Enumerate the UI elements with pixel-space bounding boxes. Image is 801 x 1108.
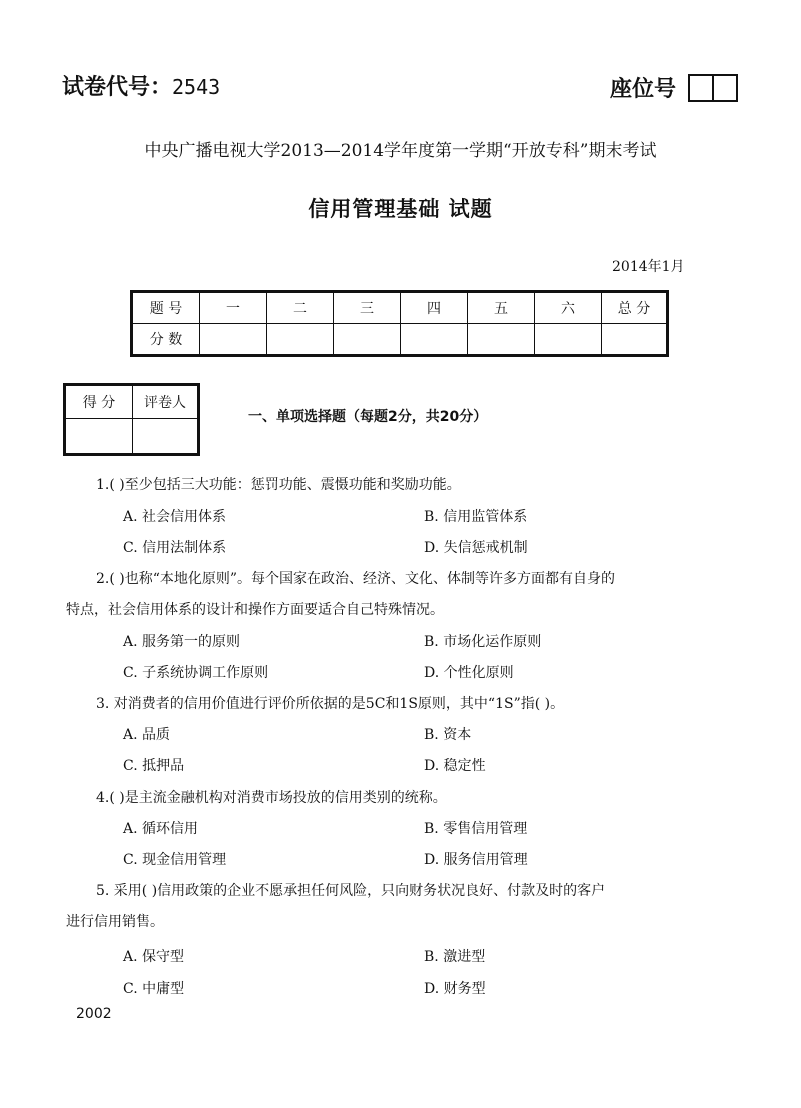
- grader-table-header-row: [65, 385, 199, 419]
- question-option: D. 服务信用管理: [424, 852, 528, 868]
- question-option: D. 失信惩戒机制: [424, 540, 528, 556]
- score-cell-empty: [468, 324, 535, 356]
- score-cell-empty: [602, 324, 668, 356]
- question-stem: 2.( )也称“本地化原则”。每个国家在政治、经济、文化、体制等许多方面都有自身的: [96, 571, 616, 587]
- grader-name-cell: [133, 419, 199, 455]
- question-option: A. 品质: [123, 727, 171, 743]
- question-option: D. 个性化原则: [424, 665, 514, 681]
- score-cell-empty: [401, 324, 468, 356]
- grader-score-cell: [65, 419, 133, 455]
- score-cell-label: 题 号: [132, 292, 200, 324]
- question-option: C. 信用法制体系: [123, 540, 227, 556]
- question-stem-continued: 特点，社会信用体系的设计和操作方面要适合自己特殊情况。: [66, 602, 444, 618]
- page-number: 2002: [76, 1006, 112, 1022]
- question-option: C. 抵押品: [123, 758, 185, 774]
- exam-code-number: 2543: [172, 75, 221, 99]
- seat-number-boxes: [688, 74, 738, 102]
- question-option: B. 零售信用管理: [424, 821, 528, 837]
- seat-box: [712, 76, 736, 100]
- question-stem-continued: 进行信用销售。: [66, 914, 164, 930]
- question-stem: 5. 采用( )信用政策的企业不愿承担任何风险，只向财务状况良好、付款及时的客户: [96, 883, 606, 899]
- question-stem: 4.( )是主流金融机构对消费市场投放的信用类别的统称。: [96, 790, 447, 806]
- seat-number-label: 座位号: [610, 77, 677, 102]
- question-option: C. 现金信用管理: [123, 852, 227, 868]
- score-cell-header: 五: [468, 292, 535, 324]
- section-title: 一、单项选择题（每题2分，共20分）: [248, 409, 488, 425]
- score-cell-empty: [334, 324, 401, 356]
- score-cell-header: 二: [267, 292, 334, 324]
- score-cell-header: 三: [334, 292, 401, 324]
- grader-table: [63, 383, 200, 456]
- exam-code: [62, 70, 220, 101]
- score-cell-header: 一: [200, 292, 267, 324]
- score-cell-header: 六: [535, 292, 602, 324]
- exam-title: 中央广播电视大学2013—2014学年度第一学期“开放专科”期末考试: [144, 141, 657, 161]
- grader-name-label: 评卷人: [133, 385, 199, 419]
- question-option: B. 市场化运作原则: [424, 634, 542, 650]
- question-option: B. 信用监管体系: [424, 509, 528, 525]
- question-option: A. 社会信用体系: [123, 509, 227, 525]
- question-stem: 1.( )至少包括三大功能：惩罚功能、震慑功能和奖励功能。: [96, 477, 461, 493]
- question-stem: 3. 对消费者的信用价值进行评价所依据的是5C和1S原则，其中“1S”指( )。: [96, 696, 565, 712]
- score-cell-empty: [267, 324, 334, 356]
- question-option: D. 财务型: [424, 981, 486, 997]
- score-row-label: 分 数: [132, 324, 200, 356]
- question-option: B. 激进型: [424, 949, 486, 965]
- question-option: A. 保守型: [123, 949, 185, 965]
- grader-table-body-row: [65, 419, 199, 455]
- question-option: A. 循环信用: [123, 821, 199, 837]
- score-cell-empty: [200, 324, 267, 356]
- score-table-header-row: [132, 292, 668, 324]
- question-option: C. 子系统协调工作原则: [123, 665, 269, 681]
- score-cell-header: 四: [401, 292, 468, 324]
- question-option: B. 资本: [424, 727, 472, 743]
- subject-title: 信用管理基础 试题: [308, 197, 493, 221]
- question-option: C. 中庸型: [123, 981, 185, 997]
- grader-score-label: 得 分: [65, 385, 133, 419]
- question-option: D. 稳定性: [424, 758, 486, 774]
- score-cell-total: 总 分: [602, 292, 668, 324]
- seat-box: [690, 76, 712, 100]
- exam-date: 2014年1月: [612, 259, 685, 275]
- score-table-value-row: [132, 324, 668, 356]
- score-cell-empty: [535, 324, 602, 356]
- score-table: [130, 290, 669, 357]
- question-option: A. 服务第一的原则: [123, 634, 241, 650]
- exam-code-label: 试卷代号：: [62, 75, 173, 100]
